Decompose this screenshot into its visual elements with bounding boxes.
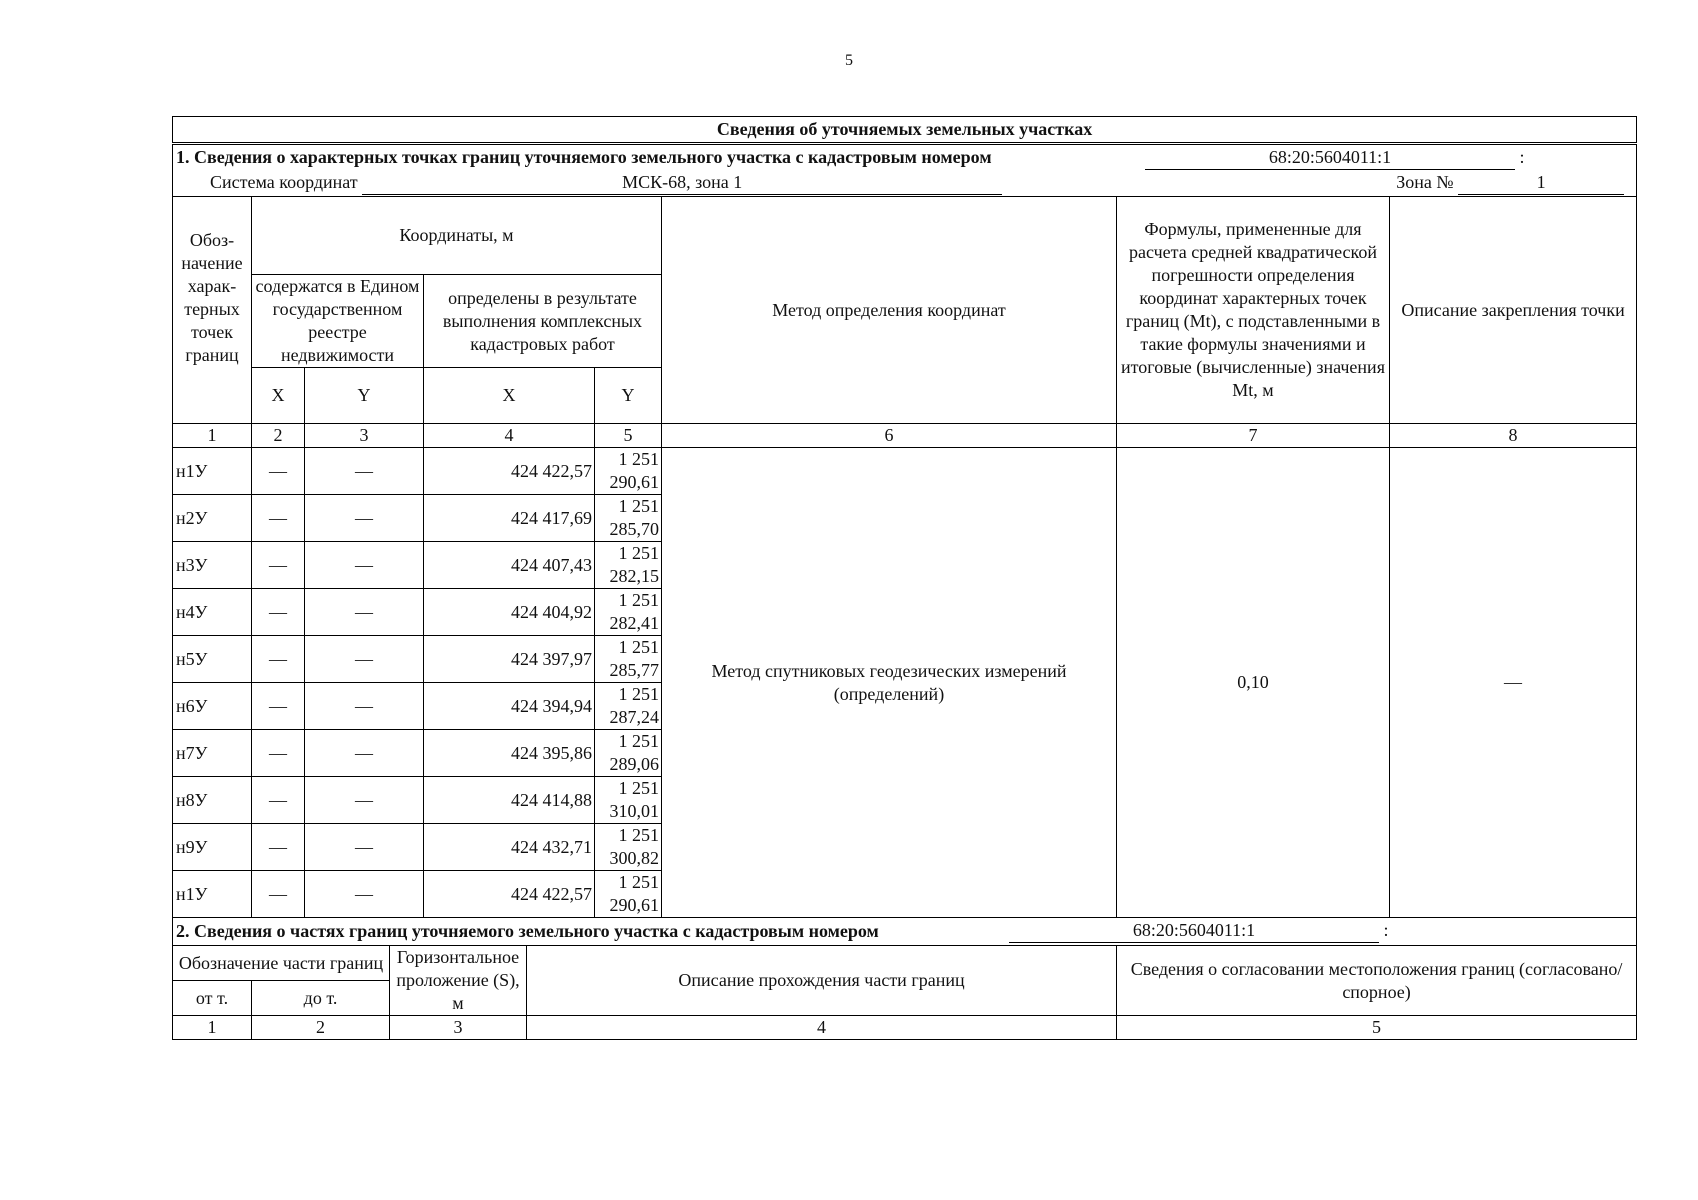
header-fixing: Описание закрепления точки — [1390, 197, 1637, 424]
column-number: 5 — [1117, 1016, 1637, 1040]
header-description: Описание прохождения части границ — [527, 946, 1117, 1016]
column-number: 2 — [252, 1016, 390, 1040]
column-number: 3 — [305, 424, 424, 448]
fixing-value: — — [1390, 448, 1637, 918]
registry-y: — — [305, 683, 424, 730]
zone-value: 1 — [1458, 171, 1624, 195]
coord-y: 1 251 300,82 — [595, 824, 662, 871]
coord-x: 424 414,88 — [424, 777, 595, 824]
header-to: до т. — [252, 981, 390, 1016]
header-reg-x: X — [252, 368, 305, 424]
coord-x: 424 394,94 — [424, 683, 595, 730]
coord-x: 424 404,92 — [424, 589, 595, 636]
document-title: Сведения об уточняемых земельных участках — [173, 117, 1637, 144]
coord-system-row — [173, 170, 1637, 197]
registry-x: — — [252, 589, 305, 636]
coord-y: 1 251 290,61 — [595, 448, 662, 495]
section2-suffix: : — [1383, 920, 1389, 940]
header-from: от т. — [173, 981, 252, 1016]
coord-x: 424 422,57 — [424, 448, 595, 495]
header-reg-y: Y — [305, 368, 424, 424]
section1-cadastral-number: 68:20:5604011:1 — [1145, 146, 1515, 170]
zone-label: Зона № — [1396, 171, 1454, 192]
registry-x: — — [252, 636, 305, 683]
registry-y: — — [305, 636, 424, 683]
header-det-y: Y — [595, 368, 662, 424]
header-horizontal: Горизонтальное проложение (S), м — [390, 946, 527, 1016]
page-number: 5 — [845, 52, 853, 69]
coord-y: 1 251 290,61 — [595, 871, 662, 918]
registry-x: — — [252, 542, 305, 589]
coord-x: 424 395,86 — [424, 730, 595, 777]
coord-y: 1 251 310,01 — [595, 777, 662, 824]
coord-x: 424 397,97 — [424, 636, 595, 683]
coord-x: 424 422,57 — [424, 871, 595, 918]
section1-heading: 1. Сведения о характерных точках границ уточняемого земельного участка с кадастровым номером — [176, 146, 992, 167]
column-number: 4 — [424, 424, 595, 448]
coord-x: 424 417,69 — [424, 495, 595, 542]
section2-cadastral-number: 68:20:5604011:1 — [1009, 919, 1379, 943]
land-plot-table — [172, 116, 1637, 1040]
column-number: 3 — [390, 1016, 527, 1040]
coord-system-value: МСК-68, зона 1 — [362, 171, 1002, 195]
section1-heading-row — [173, 144, 1637, 170]
point-designation: н1У — [173, 871, 252, 918]
registry-x: — — [252, 448, 305, 495]
section2-heading-row — [173, 918, 1637, 946]
point-designation: н8У — [173, 777, 252, 824]
point-designation: н9У — [173, 824, 252, 871]
coord-y: 1 251 289,06 — [595, 730, 662, 777]
coord-x: 424 432,71 — [424, 824, 595, 871]
point-designation: н2У — [173, 495, 252, 542]
header-method: Метод определения координат — [662, 197, 1117, 424]
point-designation: н5У — [173, 636, 252, 683]
header-part-designation: Обозначение части границ — [173, 946, 390, 981]
header-in-registry: содержатся в Едином государственном реестре недвижимости — [252, 275, 424, 368]
header-formulas: Формулы, примененные для расчета средней квадратической погрешности определения координат характерных точек границ (Mt), с подставленными в такие формулы значениями и итоговые (вычисленные) значения Mt, м — [1117, 197, 1390, 424]
section2-heading: 2. Сведения о частях границ уточняемого земельного участка с кадастровым номером — [176, 921, 879, 941]
coord-y: 1 251 287,24 — [595, 683, 662, 730]
registry-y: — — [305, 448, 424, 495]
point-designation: н3У — [173, 542, 252, 589]
coord-y: 1 251 285,77 — [595, 636, 662, 683]
coord-x: 424 407,43 — [424, 542, 595, 589]
column-number: 2 — [252, 424, 305, 448]
mt-value: 0,10 — [1117, 448, 1390, 918]
registry-y: — — [305, 542, 424, 589]
header-designation: Обоз- начение харак- терных точек границ — [173, 197, 252, 424]
coord-y: 1 251 282,15 — [595, 542, 662, 589]
registry-x: — — [252, 777, 305, 824]
header-coordinates: Координаты, м — [252, 197, 662, 275]
point-designation: н6У — [173, 683, 252, 730]
column-number: 6 — [662, 424, 1117, 448]
coord-y: 1 251 282,41 — [595, 589, 662, 636]
header-determined: определены в результате выполнения комплексных кадастровых работ — [424, 275, 662, 368]
header-agreement: Сведения о согласовании местоположения границ (согласовано/спорное) — [1117, 946, 1637, 1016]
column-number: 1 — [173, 1016, 252, 1040]
column-number: 8 — [1390, 424, 1637, 448]
coord-system-label: Система координат — [210, 171, 358, 192]
registry-y: — — [305, 730, 424, 777]
column-number: 1 — [173, 424, 252, 448]
method-value: Метод спутниковых геодезических измерений (определений) — [662, 448, 1117, 918]
registry-x: — — [252, 495, 305, 542]
registry-y: — — [305, 871, 424, 918]
registry-x: — — [252, 730, 305, 777]
coord-y: 1 251 285,70 — [595, 495, 662, 542]
registry-x: — — [252, 871, 305, 918]
registry-y: — — [305, 777, 424, 824]
table-row — [173, 448, 1637, 495]
section1-suffix: : — [1519, 147, 1525, 167]
header-det-x: X — [424, 368, 595, 424]
column-number: 7 — [1117, 424, 1390, 448]
registry-x: — — [252, 683, 305, 730]
point-designation: н1У — [173, 448, 252, 495]
registry-y: — — [305, 589, 424, 636]
registry-y: — — [305, 824, 424, 871]
registry-y: — — [305, 495, 424, 542]
registry-x: — — [252, 824, 305, 871]
point-designation: н7У — [173, 730, 252, 777]
column-number: 4 — [527, 1016, 1117, 1040]
point-designation: н4У — [173, 589, 252, 636]
column-number: 5 — [595, 424, 662, 448]
